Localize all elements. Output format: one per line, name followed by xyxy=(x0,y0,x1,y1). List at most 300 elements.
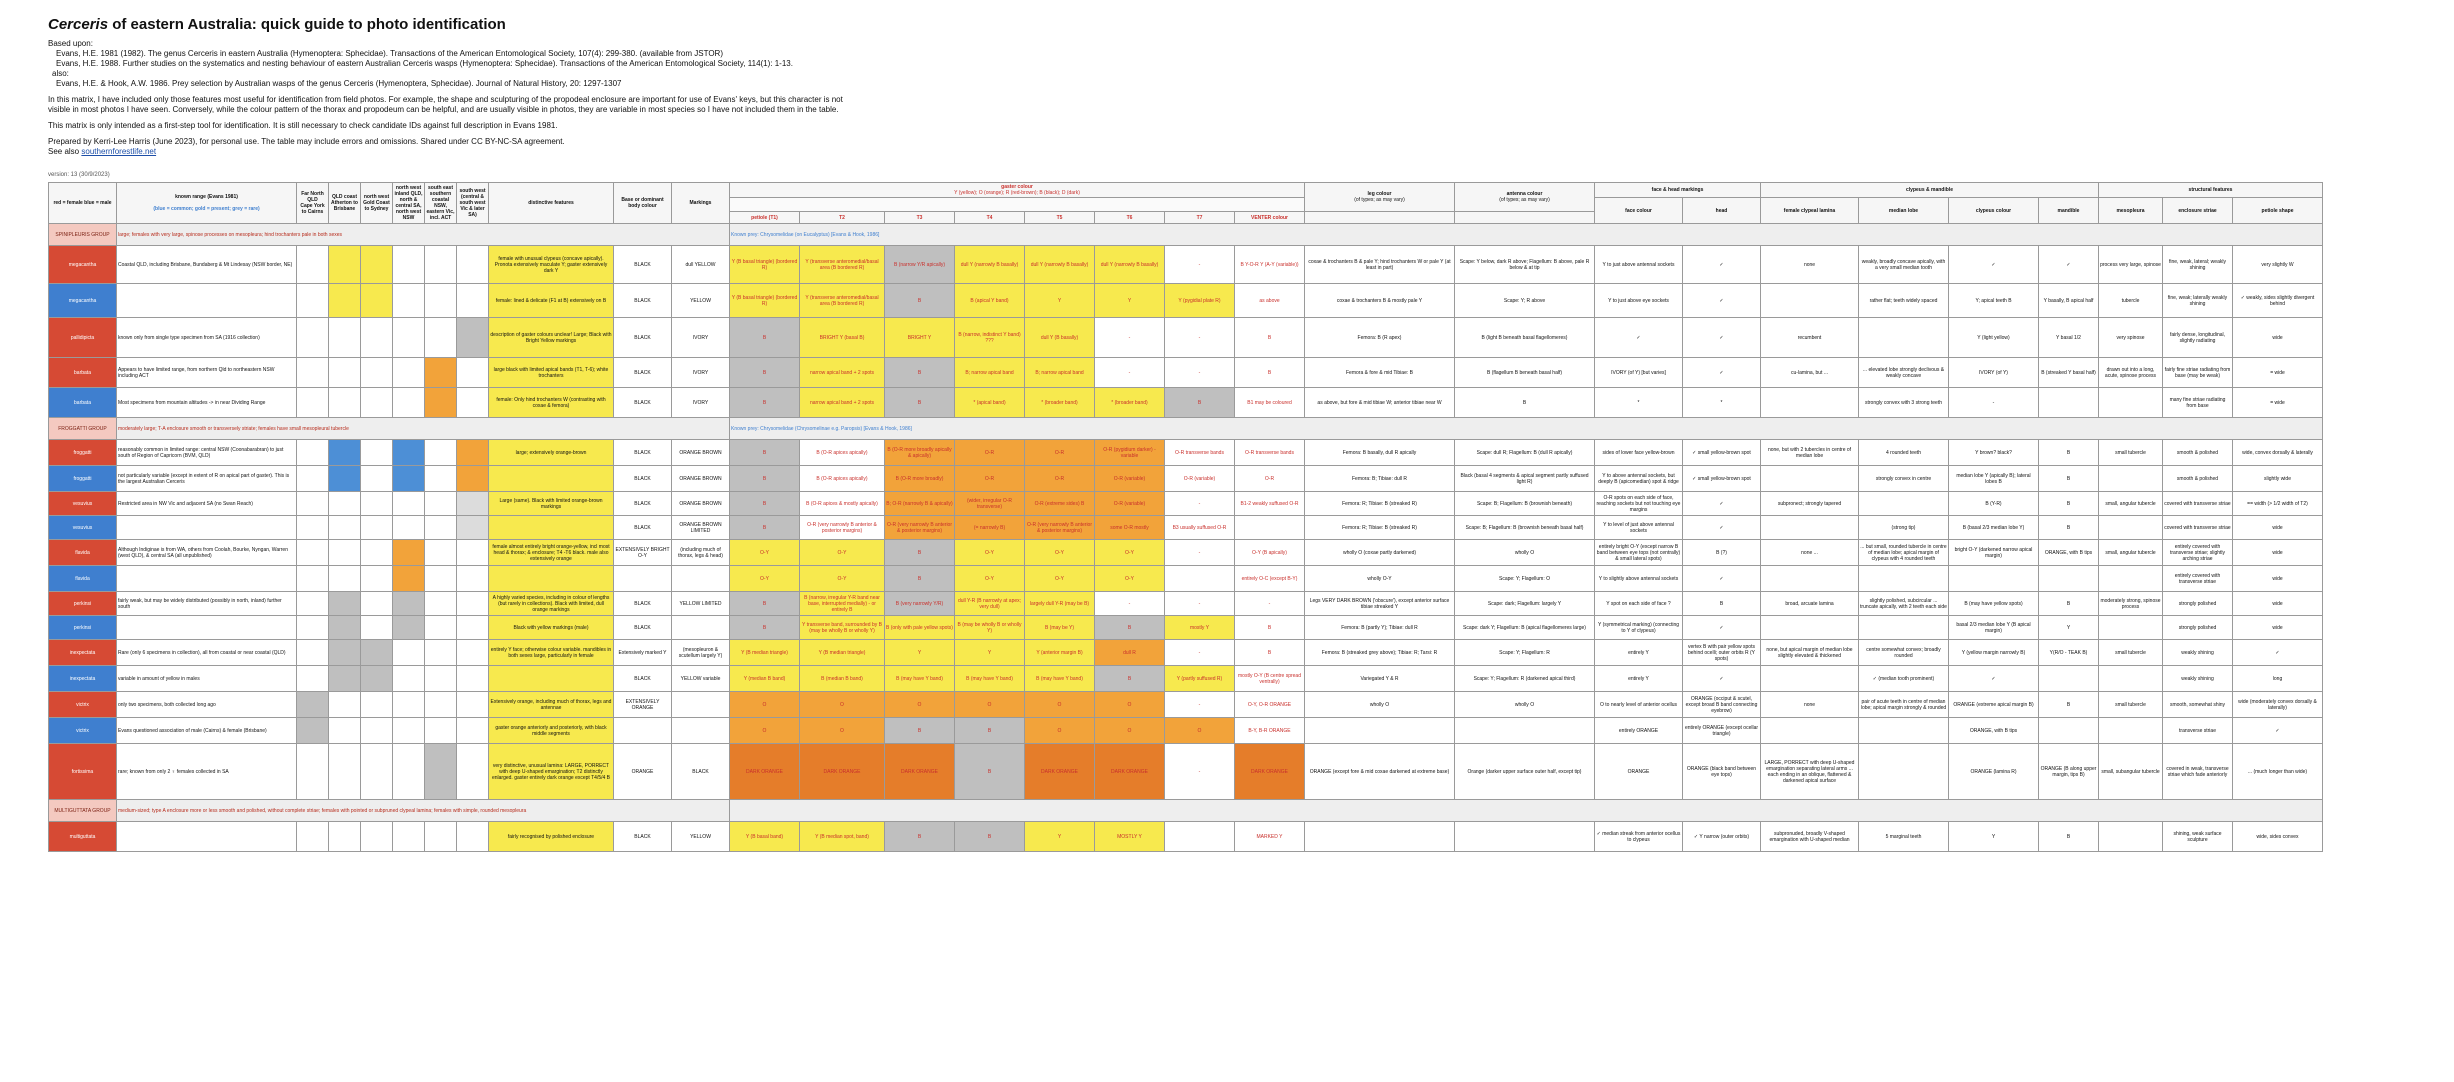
species-name[interactable]: multiguttata xyxy=(49,822,117,852)
gaster-segment-6: dull R xyxy=(1095,640,1165,666)
gaster-segment-3: B (O-R more broadly) xyxy=(885,466,955,492)
cell-meso xyxy=(2099,466,2163,492)
gaster-segment-2: B (narrow, irregular Y-R band near base, interrupted medially) - or entirely B xyxy=(800,592,885,616)
range-text xyxy=(117,516,297,540)
species-name[interactable]: flavida xyxy=(49,540,117,566)
cell-ant: Scape: Y below, dark R above; Flagellum: B above, pale R below & at tip xyxy=(1455,246,1595,284)
range-cell xyxy=(329,592,361,616)
range-cell xyxy=(457,246,489,284)
cell-cly: ORANGE (extreme apical margin B) xyxy=(1949,692,2039,718)
range-cell xyxy=(425,492,457,516)
gaster-segment-2: B (O-R apices apically) xyxy=(800,466,885,492)
range-cell xyxy=(329,718,361,744)
markings: ORANGE BROWN xyxy=(672,440,730,466)
species-name[interactable]: vesuvius xyxy=(49,516,117,540)
gaster-segment-4: B; narrow apical band xyxy=(955,358,1025,388)
species-row xyxy=(49,822,2323,852)
species-row xyxy=(49,246,2323,284)
cell-fcl: none, but with 2 tubercles in centre of median lobe xyxy=(1761,440,1859,466)
cell-leg: Femora: B (streaked grey above); Tibiae: R; Tarsi: R xyxy=(1305,640,1455,666)
species-row xyxy=(49,284,2323,318)
range-cell xyxy=(329,666,361,692)
range-cell xyxy=(361,616,393,640)
gaster-segment-2: Y (transverse anteromedial/basal area (B bordered R) xyxy=(800,246,885,284)
cell-median: ... elevated lobe strongly declivous & weakly concave xyxy=(1859,358,1949,388)
cell-leg xyxy=(1305,822,1455,852)
species-row xyxy=(49,440,2323,466)
cell-encl: covered with transverse striae xyxy=(2163,492,2233,516)
species-name[interactable]: barbata xyxy=(49,388,117,418)
col-petiole: petiole shape xyxy=(2233,198,2323,224)
gaster-segment-7: - xyxy=(1165,358,1235,388)
markings: (including much of thorax, legs & head) xyxy=(672,540,730,566)
range-text xyxy=(117,822,297,852)
range-cell xyxy=(457,666,489,692)
gaster-segment-1: O-Y xyxy=(730,540,800,566)
cell-leg: Femora: R; Tibiae: B (streaked R) xyxy=(1305,516,1455,540)
cell-leg: Femora: B (R apex) xyxy=(1305,318,1455,358)
range-cell xyxy=(361,666,393,692)
cell-head: ✓ small yellow-brown spot xyxy=(1683,466,1761,492)
cell-fcl: none, but apical margin of median lobe slightly elevated & thickened xyxy=(1761,640,1859,666)
group-band xyxy=(49,800,2323,822)
gaster-segment-7: - xyxy=(1165,492,1235,516)
distinctive-features xyxy=(489,466,614,492)
base-colour: BLACK xyxy=(614,666,672,692)
group-label: SPINIPLEURIS GROUP xyxy=(49,224,117,246)
cell-face: O-R spots on each side of face, reaching sockets but not touching eye margins xyxy=(1595,492,1683,516)
gaster-segment-8 xyxy=(1235,516,1305,540)
cell-mand xyxy=(2039,566,2099,592)
range-cell xyxy=(329,492,361,516)
gaster-segment-4: B xyxy=(955,744,1025,800)
cell-leg: wholly O-Y xyxy=(1305,566,1455,592)
range-text: only two specimens, both collected long ago xyxy=(117,692,297,718)
based-upon: Based upon: xyxy=(48,39,93,48)
col-north-west-2: north west inland QLD, north & central SA, north west NSW xyxy=(393,183,425,224)
cell-face: Y spot on each side of face ? xyxy=(1595,592,1683,616)
cell-median: centre somewhat convex; broadly rounded xyxy=(1859,640,1949,666)
range-cell xyxy=(457,718,489,744)
cell-cly: B (Y-R) xyxy=(1949,492,2039,516)
range-cell xyxy=(457,440,489,466)
cell-mand: B xyxy=(2039,516,2099,540)
gaster-segment-8: O-R transverse bands xyxy=(1235,440,1305,466)
markings xyxy=(672,718,730,744)
range-cell xyxy=(457,388,489,418)
group-note: large; females with very large, spinose processes on mesopleura; hind trochanters pale in both sexes xyxy=(117,224,730,246)
col-base-colour: Base or dominant body colour xyxy=(614,183,672,224)
cell-pet: wide, sides convex xyxy=(2233,822,2323,852)
cell-meso: tubercle xyxy=(2099,284,2163,318)
range-text: reasonably common in limited range: central NSW (Coonabarabran) to just south of Region of Capricorn (BVM, QLD) xyxy=(117,440,297,466)
species-row xyxy=(49,492,2323,516)
range-cell xyxy=(393,744,425,800)
cell-meso: small tubercle xyxy=(2099,640,2163,666)
cell-cly: Y (light yellow) xyxy=(1949,318,2039,358)
cell-median: rather flat; teeth widely spaced xyxy=(1859,284,1949,318)
cell-face: Y (symmetrical marking) (connecting to Y of clypeus) xyxy=(1595,616,1683,640)
cell-encl: fine, weak; laterally weakly shining xyxy=(2163,284,2233,318)
range-cell xyxy=(297,566,329,592)
col-enclosure: enclosure striae xyxy=(2163,198,2233,224)
range-cell xyxy=(329,616,361,640)
species-row xyxy=(49,358,2323,388)
gaster-segment-8: as above xyxy=(1235,284,1305,318)
base-colour: BLACK xyxy=(614,492,672,516)
species-name[interactable]: flavida xyxy=(49,566,117,592)
cell-head: entirely ORANGE (except ocellar triangle) xyxy=(1683,718,1761,744)
species-name[interactable]: victrix xyxy=(49,692,117,718)
gaster-segment-5: * (broader band) xyxy=(1025,388,1095,418)
cell-face: Y to just above antennal sockets xyxy=(1595,246,1683,284)
range-cell xyxy=(393,388,425,418)
cell-leg: Variegated Y & R xyxy=(1305,666,1455,692)
base-colour: EXTENSIVELY ORANGE xyxy=(614,692,672,718)
gaster-segment-1: B xyxy=(730,440,800,466)
cell-cly: ORANGE, with B tips xyxy=(1949,718,2039,744)
cell-cly: Y; apical teeth B xyxy=(1949,284,2039,318)
paragraph-3: Prepared by Kerri-Lee Harris (June 2023), for personal use. The table may include errors and omissions. Shared under CC BY-NC-SA agreement. xyxy=(48,137,565,146)
gaster-segment-8: B xyxy=(1235,616,1305,640)
gaster-segment-5: dull Y (narrowly B basally) xyxy=(1025,246,1095,284)
cell-ant: Black (basal 4 segments & apical segment partly suffused light R) xyxy=(1455,466,1595,492)
reference-3: Evans, H.E. & Hook, A.W. 1986. Prey selection by Australian wasps of the genus Cerceris (Hymenoptera, Sphecidae). Journal of Natural History, 20: 1297-1307 xyxy=(56,79,622,88)
range-cell xyxy=(393,318,425,358)
cell-meso: moderately strong, spinose process xyxy=(2099,592,2163,616)
range-text xyxy=(117,284,297,318)
range-text xyxy=(117,566,297,592)
range-cell xyxy=(393,718,425,744)
cell-ant: Scape: dark; Flagellum: largely Y xyxy=(1455,592,1595,616)
species-row xyxy=(49,718,2323,744)
cell-head: B (?) xyxy=(1683,540,1761,566)
cell-fcl: recumbent xyxy=(1761,318,1859,358)
cell-meso xyxy=(2099,388,2163,418)
gaster-segment-7: O xyxy=(1165,718,1235,744)
range-cell xyxy=(361,246,393,284)
cell-pet: wide xyxy=(2233,616,2323,640)
range-cell xyxy=(297,440,329,466)
cell-mand: B xyxy=(2039,592,2099,616)
gaster-segment-2: O-R (very narrowly B anterior & posterior margins) xyxy=(800,516,885,540)
range-cell xyxy=(361,744,393,800)
species-name[interactable]: inexpectata xyxy=(49,640,117,666)
species-row xyxy=(49,666,2323,692)
gaster-segment-3: B; O-R (narrowly B & apically) xyxy=(885,492,955,516)
col-range: known range (Evans 1981) (blue = common; gold = present; grey = rare) xyxy=(117,183,297,224)
base-colour: BLACK xyxy=(614,318,672,358)
group-label: FROGGATTI GROUP xyxy=(49,418,117,440)
distinctive-features: Extensively orange, including much of thorax, legs and antennae xyxy=(489,692,614,718)
distinctive-features: fairly recognised by polished enclosure xyxy=(489,822,614,852)
gaster-segment-6: O-R (variable) xyxy=(1095,492,1165,516)
cell-leg: Femora: R; Tibiae: B (streaked R) xyxy=(1305,492,1455,516)
cell-face: O to nearly level of anterior ocellus xyxy=(1595,692,1683,718)
range-cell xyxy=(361,318,393,358)
col-distinctive: distinctive features xyxy=(489,183,614,224)
range-cell xyxy=(297,666,329,692)
cell-ant: Orange (darker upper surface outer half, except tip) xyxy=(1455,744,1595,800)
cell-pet: wide, convex dorsally & laterally xyxy=(2233,440,2323,466)
cell-mand: ✓ xyxy=(2039,246,2099,284)
species-name[interactable]: vesuvius xyxy=(49,492,117,516)
cell-ant: wholly O xyxy=(1455,540,1595,566)
species-row xyxy=(49,318,2323,358)
range-text: Appears to have limited range, from northern Qld to northeastern NSW including ACT xyxy=(117,358,297,388)
distinctive-features: female with unusual clypeus (concave apically). Pronota extensively maculate Y; gaster extensively dark Y xyxy=(489,246,614,284)
range-cell xyxy=(361,440,393,466)
range-text: fairly weak, but may be widely distributed (possibly in north, inland) further south xyxy=(117,592,297,616)
range-cell xyxy=(361,388,393,418)
col-clypeus-group: clypeus & mandible xyxy=(1761,183,2099,198)
paragraph-1b: visible in most photos I have seen. Conversely, while the colour pattern of the thorax and propodeum can be helpful, and are usually visible in photos, they are variable in most species so I have not included them in the table. xyxy=(48,105,839,114)
gaster-segment-6: O-Y xyxy=(1095,566,1165,592)
range-cell xyxy=(425,284,457,318)
cell-face: Y to slightly above antennal sockets xyxy=(1595,566,1683,592)
col-markings: Markings xyxy=(672,183,730,224)
species-name[interactable]: perkinsi xyxy=(49,592,117,616)
gaster-segment-3: B xyxy=(885,566,955,592)
cell-ant: Scape: Y; Flagellum: O xyxy=(1455,566,1595,592)
gaster-segment-8: B1-2 weakly suffused O-R xyxy=(1235,492,1305,516)
cell-encl: smooth & polished xyxy=(2163,440,2233,466)
markings: (mesopleuron & scutellum largely Y) xyxy=(672,640,730,666)
gaster-segment-5: Y xyxy=(1025,822,1095,852)
cell-ant: Scape: B; Flagellum: B (brownish beneath basal half) xyxy=(1455,516,1595,540)
cell-mand xyxy=(2039,666,2099,692)
cell-fcl xyxy=(1761,284,1859,318)
col-sex: red = female blue = male xyxy=(49,183,117,224)
cell-cly: median lobe Y (apically B); lateral lobes B xyxy=(1949,466,2039,492)
gaster-segment-5: O-R xyxy=(1025,440,1095,466)
cell-cly: Y brown? black? xyxy=(1949,440,2039,466)
species-name[interactable]: perkinsi xyxy=(49,616,117,640)
cell-leg: Femora & fore & mid Tibiae: B xyxy=(1305,358,1455,388)
range-cell xyxy=(425,516,457,540)
range-cell xyxy=(297,640,329,666)
cell-face: entirely Y xyxy=(1595,640,1683,666)
cell-meso: very spinose xyxy=(2099,318,2163,358)
cell-ant xyxy=(1455,718,1595,744)
cell-cly: IVORY (of Y) xyxy=(1949,358,2039,388)
range-cell xyxy=(425,318,457,358)
range-cell xyxy=(425,566,457,592)
range-cell xyxy=(457,692,489,718)
species-row xyxy=(49,540,2323,566)
species-row xyxy=(49,692,2323,718)
range-text: Most specimens from mountain altitudes -> in near Dividing Range xyxy=(117,388,297,418)
range-cell xyxy=(425,440,457,466)
species-name[interactable]: barbata xyxy=(49,358,117,388)
site-link[interactable]: southernforestlife.net xyxy=(81,147,157,156)
range-cell xyxy=(393,666,425,692)
gaster-segment-4: B (narrow, indistinct Y band) ??? xyxy=(955,318,1025,358)
gaster-segment-2: narrow apical band + 2 spots xyxy=(800,358,885,388)
cell-pet: = wide xyxy=(2233,358,2323,388)
range-cell xyxy=(297,540,329,566)
gaster-segment-4: * (apical band) xyxy=(955,388,1025,418)
cell-face: Y to just above eye sockets xyxy=(1595,284,1683,318)
col-struct-group: structural features xyxy=(2099,183,2323,198)
range-cell xyxy=(393,566,425,592)
cell-encl: smooth & polished xyxy=(2163,466,2233,492)
gaster-segment-7: - xyxy=(1165,744,1235,800)
cell-pet: ✓ xyxy=(2233,640,2323,666)
group-host: Known prey: Chrysomelidae (Chrysomelinae e.g. Paropsis) [Evans & Hook, 1986] xyxy=(730,418,2323,440)
gaster-segment-8: B1 may be coloured xyxy=(1235,388,1305,418)
cell-encl: strongly polished xyxy=(2163,616,2233,640)
cell-pet: wide xyxy=(2233,516,2323,540)
cell-pet: wide xyxy=(2233,540,2323,566)
range-cell xyxy=(457,358,489,388)
gaster-segment-8: B Y-O-R Y (A-Y (variable)) xyxy=(1235,246,1305,284)
range-cell xyxy=(361,718,393,744)
cell-fcl xyxy=(1761,466,1859,492)
col-mandible: mandible xyxy=(2039,198,2099,224)
range-cell xyxy=(393,540,425,566)
gaster-segment-2: O xyxy=(800,692,885,718)
distinctive-features: entirely Y face; otherwise colour variable. mandibles in both sexes large, particularly in female xyxy=(489,640,614,666)
cell-meso: drawn out into a long, acute, spinose process xyxy=(2099,358,2163,388)
cell-head: ✓ xyxy=(1683,284,1761,318)
cell-median: strongly convex in centre xyxy=(1859,466,1949,492)
range-cell xyxy=(361,692,393,718)
gaster-segment-8: DARK ORANGE xyxy=(1235,744,1305,800)
cell-head: B xyxy=(1683,592,1761,616)
range-text: Restricted area in NW Vic and adjacent SA (no Swan Reach) xyxy=(117,492,297,516)
species-name[interactable]: froggatti xyxy=(49,466,117,492)
gaster-segment-8: - xyxy=(1235,592,1305,616)
distinctive-features: gaster orange anteriorly and posteriorly, with black middle segments xyxy=(489,718,614,744)
gaster-segment-1: Y (B basal triangle) (bordered R) xyxy=(730,246,800,284)
gaster-segment-3: BRIGHT Y xyxy=(885,318,955,358)
gaster-segment-4: O-R xyxy=(955,466,1025,492)
cell-head: ✓ xyxy=(1683,516,1761,540)
cell-ant: wholly O xyxy=(1455,692,1595,718)
range-cell xyxy=(457,616,489,640)
range-cell xyxy=(361,592,393,616)
cell-head: ✓ xyxy=(1683,358,1761,388)
markings: IVORY xyxy=(672,358,730,388)
gaster-segment-7: Y (partly suffused R) xyxy=(1165,666,1235,692)
range-cell xyxy=(457,744,489,800)
gaster-segment-5: Y xyxy=(1025,284,1095,318)
range-cell xyxy=(457,540,489,566)
gaster-segment-1: O xyxy=(730,718,800,744)
cell-leg: wholly O (coxae partly darkened) xyxy=(1305,540,1455,566)
species-row xyxy=(49,516,2323,540)
range-cell xyxy=(457,592,489,616)
gaster-segment-4: B (may be wholly B or wholly Y) xyxy=(955,616,1025,640)
cell-pet: slightly wide xyxy=(2233,466,2323,492)
gaster-segment-1: B xyxy=(730,592,800,616)
cell-head: ✓ xyxy=(1683,566,1761,592)
species-name[interactable]: megacantha xyxy=(49,246,117,284)
group-band xyxy=(49,418,2323,440)
gaster-segment-1: Y (B median triangle) xyxy=(730,640,800,666)
distinctive-features: Black with yellow markings (male) xyxy=(489,616,614,640)
cell-median: ... but small, rounded tubercle in centre of median lobe; apical margin of clypeus with 4 rounded teeth xyxy=(1859,540,1949,566)
cell-pet: ... (much longer than wide) xyxy=(2233,744,2323,800)
range-cell xyxy=(361,358,393,388)
gaster-segment-8: O-Y (B apically) xyxy=(1235,540,1305,566)
cell-face: sides of lower face yellow-brown xyxy=(1595,440,1683,466)
version-label: version: 13 (30/9/2023) xyxy=(48,172,110,178)
species-name[interactable]: victrix xyxy=(49,718,117,744)
species-name[interactable]: megacantha xyxy=(49,284,117,318)
markings xyxy=(672,566,730,592)
gaster-segment-1: O-Y xyxy=(730,566,800,592)
gaster-segment-7: O-R (variable) xyxy=(1165,466,1235,492)
cell-face: ✓ xyxy=(1595,318,1683,358)
gaster-segment-5: O-R (extreme sides) B xyxy=(1025,492,1095,516)
range-cell xyxy=(361,516,393,540)
base-colour: EXTENSIVELY BRIGHT O-Y xyxy=(614,540,672,566)
range-cell xyxy=(361,466,393,492)
cell-mand: Y basally, B apical half xyxy=(2039,284,2099,318)
range-cell xyxy=(457,318,489,358)
range-cell xyxy=(297,492,329,516)
species-name[interactable]: inexpectata xyxy=(49,666,117,692)
cell-meso: small, angular tubercle xyxy=(2099,540,2163,566)
species-name[interactable]: pallidipicta xyxy=(49,318,117,358)
species-name[interactable]: fortissima xyxy=(49,744,117,800)
gaster-segment-4: O-Y xyxy=(955,566,1025,592)
cell-meso xyxy=(2099,566,2163,592)
gaster-segment-7: - xyxy=(1165,692,1235,718)
cell-mand: B (streaked Y basal half) xyxy=(2039,358,2099,388)
distinctive-features xyxy=(489,516,614,540)
gaster-segment-5: largely dull Y-R (may be B) xyxy=(1025,592,1095,616)
gaster-segment-6: dull Y (narrowly B basally) xyxy=(1095,246,1165,284)
range-cell xyxy=(425,640,457,666)
gaster-segment-5: B (may have Y band) xyxy=(1025,666,1095,692)
range-cell xyxy=(393,284,425,318)
cell-encl: fairly fine striae radiating from base (may be weak) xyxy=(2163,358,2233,388)
species-row xyxy=(49,592,2323,616)
distinctive-features: very distinctive, unusual lamina: LARGE, PORRECT with deep U-shaped emargination; T2 distinctly enlarged. gaster entirely dark orange except T4/5/4 B xyxy=(489,744,614,800)
cell-median xyxy=(1859,566,1949,592)
range-text xyxy=(117,616,297,640)
species-name[interactable]: froggatti xyxy=(49,440,117,466)
cell-meso xyxy=(2099,516,2163,540)
gaster-segment-1: DARK ORANGE xyxy=(730,744,800,800)
cell-encl: many fine striae radiating from base xyxy=(2163,388,2233,418)
gaster-segment-6: - xyxy=(1095,592,1165,616)
range-cell xyxy=(457,284,489,318)
range-cell xyxy=(297,692,329,718)
cell-mand: B xyxy=(2039,492,2099,516)
reference-also: also: xyxy=(52,69,69,78)
gaster-segment-5: O-Y xyxy=(1025,566,1095,592)
gaster-segment-4: (= narrowly B) xyxy=(955,516,1025,540)
cell-ant: Scape: dark Y; Flagellum: B (apical flagellomeres large) xyxy=(1455,616,1595,640)
range-cell xyxy=(361,540,393,566)
distinctive-features xyxy=(489,666,614,692)
col-far-north: Far North QLD Cape York to Cairns xyxy=(297,183,329,224)
cell-median xyxy=(1859,492,1949,516)
page-title: Cerceris of eastern Australia: quick guide to photo identification xyxy=(48,16,506,33)
gaster-segment-1: O xyxy=(730,692,800,718)
col-north-west: north west Gold Coast to Sydney xyxy=(361,183,393,224)
gaster-segment-8: O-R xyxy=(1235,466,1305,492)
range-cell xyxy=(393,592,425,616)
cell-fcl xyxy=(1761,718,1859,744)
gaster-segment-4: B (apical Y band) xyxy=(955,284,1025,318)
cell-fcl: none ... xyxy=(1761,540,1859,566)
distinctive-features: large; extensively orange-brown xyxy=(489,440,614,466)
